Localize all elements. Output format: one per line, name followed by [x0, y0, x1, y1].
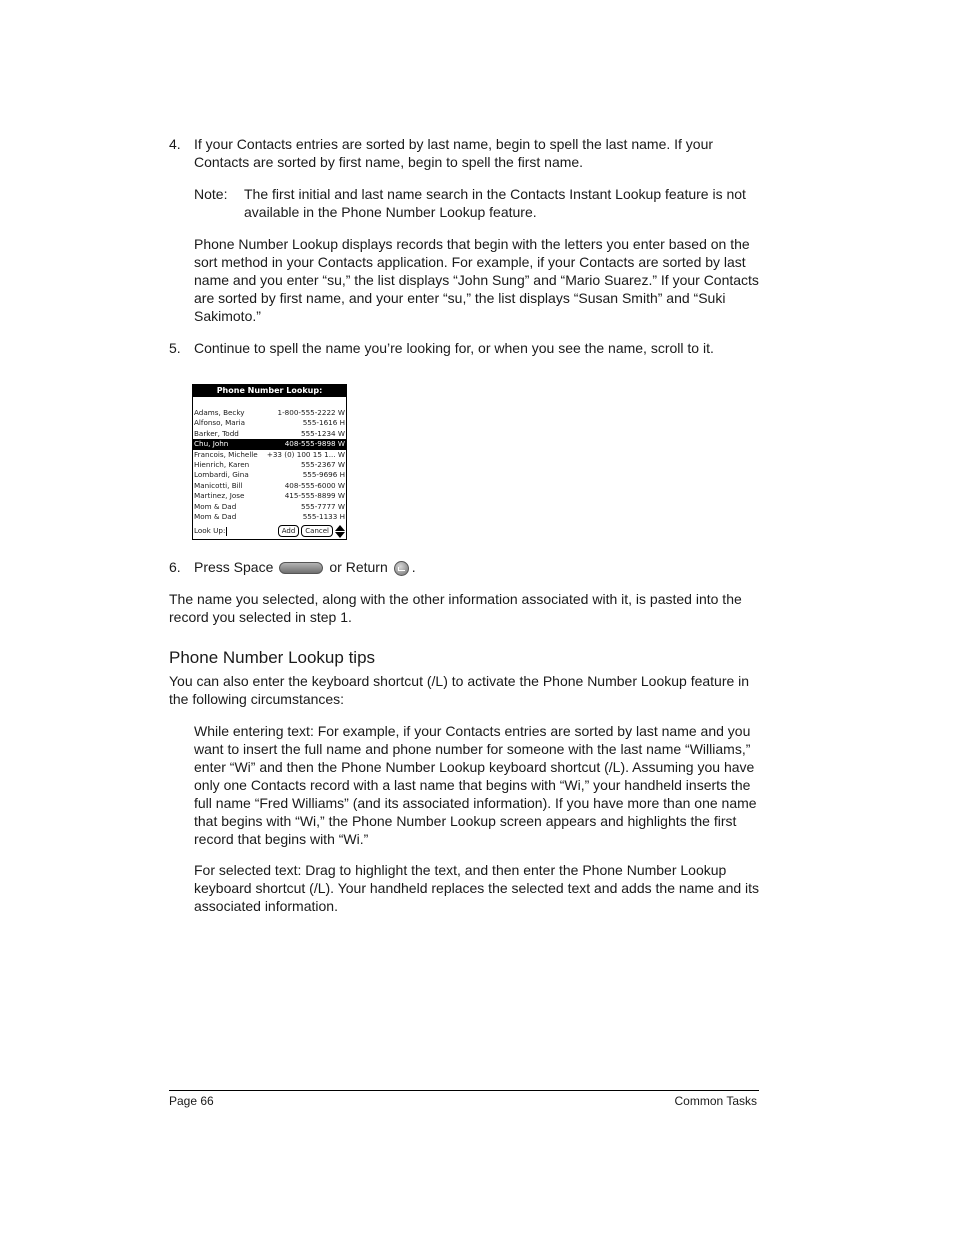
contact-name: Mom & Dad [194, 501, 237, 511]
contact-phone: 555-2367 W [301, 459, 345, 469]
contact-name: Barker, Todd [194, 428, 239, 438]
lookup-label: Look Up: [194, 525, 226, 535]
step-5-number: 5. [169, 340, 181, 356]
step-6-text [194, 558, 760, 576]
or-return-text: or Return [329, 559, 388, 575]
contact-name: Hienrich, Karen [194, 459, 250, 469]
step-4-text: If your Contacts entries are sorted by last name, begin to spell the last name. If your Contacts are sorted by first name, begin to spell the first name. [194, 136, 714, 170]
step-4-number: 4. [169, 136, 181, 152]
phone-number-lookup-screenshot [192, 384, 347, 540]
lookup-list-item[interactable] [193, 429, 346, 439]
contact-phone: 415-555-8899 W [284, 491, 345, 501]
lookup-footer [194, 524, 345, 538]
contact-name: Francois, Michelle [194, 449, 258, 459]
space-key-icon [279, 562, 323, 574]
step-6-period: . [411, 559, 416, 575]
contact-phone: 408-555-9898 W [284, 439, 345, 449]
press-space-text: Press Space [194, 559, 274, 575]
tip-while-entering-text: While entering text: For example, if your Contacts entries are sorted by last name and you want to insert the full name and phone number for someone with the last name “Williams,” enter “Wi” and then the Phone Number Lookup keyboard shortcut (/L). Assuming you have only one Contacts record with a last name that begins with “Wi,” your handheld inserts the full name “Fred Williams” (and its associated information). If you have more than one name that begins with “Wi,” the Phone Number Lookup screen appears and highlights the first record that begins with “Wi.” [194, 723, 757, 847]
contact-phone: 555-9696 H [302, 470, 345, 480]
footer-rule [169, 1090, 759, 1091]
return-key-icon [394, 561, 409, 576]
lookup-list-item[interactable] [193, 481, 346, 491]
lookup-list-item[interactable] [193, 491, 346, 501]
contact-phone: +33 (0) 100 15 1... W [266, 449, 345, 459]
tip-selected-text: For selected text: Drag to highlight the text, and then enter the Phone Number Lookup keyboard shortcut (/L). Your handheld replaces the selected text and adds the name and its associated information. [194, 862, 760, 914]
contact-name: Martinez, Jose [194, 491, 245, 501]
contact-name: Chu, John [194, 439, 229, 449]
contact-name: Mom & Dad [194, 511, 237, 521]
contact-phone: 555-1133 H [302, 511, 345, 521]
add-button[interactable]: Add [278, 525, 300, 537]
contact-name: Adams, Becky [194, 408, 245, 417]
result-paragraph: The name you selected, along with the other information associated with it, is pasted into the record you selected in step 1. [169, 591, 742, 625]
lookup-list-item[interactable] [193, 502, 346, 512]
cancel-button[interactable]: Cancel [301, 525, 333, 537]
contact-name: Lombardi, Gina [194, 470, 249, 480]
lookup-list-item[interactable] [193, 408, 346, 418]
lookup-list [193, 408, 346, 522]
lookup-list-item[interactable] [193, 450, 346, 460]
contact-phone: 408-555-6000 W [284, 480, 345, 490]
lookup-list-item[interactable] [193, 470, 346, 480]
lookup-list-item[interactable] [193, 418, 346, 428]
text-cursor [226, 527, 227, 536]
tips-heading: Phone Number Lookup tips [169, 648, 376, 667]
lookup-list-item[interactable] [193, 439, 346, 449]
step-5-text: Continue to spell the name you’re looking for, or when you see the name, scroll to it. [194, 340, 714, 356]
section-name: Common Tasks [674, 1094, 757, 1108]
tips-intro: You can also enter the keyboard shortcut (/L) to activate the Phone Number Lookup feature in the following circumstances: [169, 673, 750, 707]
contact-name: Alfonso, Maria [194, 418, 246, 428]
lookup-screen-title: Phone Number Lookup: [193, 385, 346, 397]
lookup-list-item[interactable] [193, 512, 346, 522]
page-number: Page 66 [169, 1094, 214, 1108]
note-text: The first initial and last name search in the Contacts Instant Lookup feature is not available in the Phone Number Lookup feature. [244, 186, 746, 220]
note-label: Note: [194, 186, 228, 202]
contact-phone: 555-7777 W [301, 501, 345, 511]
contact-phone: 1-800-555-2222 W [277, 408, 345, 417]
lookup-list-item[interactable] [193, 460, 346, 470]
contact-name: Manicotti, Bill [194, 480, 243, 490]
contact-phone: 555-1616 H [302, 418, 345, 428]
step-4-detail: Phone Number Lookup displays records that begin with the letters you enter based on the sort method in your Contacts application. For example, if your Contacts are sorted by last name and you enter “su,” the list displays “John Sung” and “Mario Suarez.” If your Contacts are sorted by first name, and your enter “su,” the list displays “Susan Smith” and “Suki Sakimoto.” [194, 236, 759, 324]
step-6-number: 6. [169, 559, 181, 575]
scroll-arrows-icon[interactable] [335, 525, 345, 538]
contact-phone: 555-1234 W [301, 428, 345, 438]
